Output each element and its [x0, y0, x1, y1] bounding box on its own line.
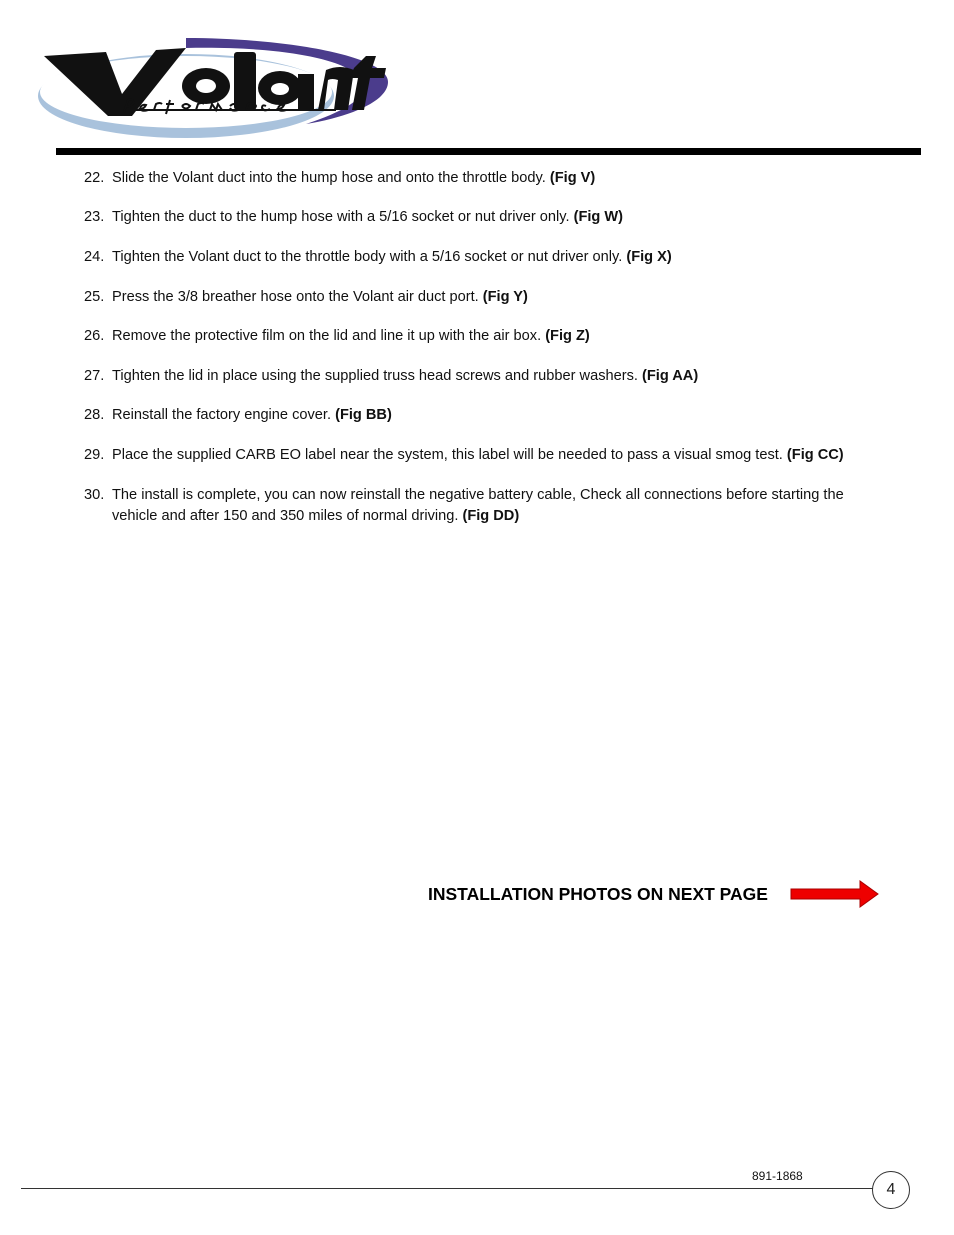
step-29: [84, 445, 884, 466]
step-number: 23.: [84, 209, 105, 225]
step-25: [84, 287, 884, 308]
step-26: [84, 326, 884, 347]
step-number: 25.: [84, 289, 105, 305]
step-text: Reinstall the factory engine cover.: [112, 407, 332, 423]
step-30: [84, 485, 884, 527]
page-number: 4: [872, 1171, 910, 1209]
logo-graphic: [36, 34, 396, 142]
step-text: Tighten the lid in place using the supplied truss head screws and rubber washers.: [112, 368, 638, 384]
step-28: [84, 405, 884, 426]
figure-reference: (Fig Y): [482, 289, 528, 305]
step-text: Remove the protective film on the lid and line it up with the air box.: [112, 328, 542, 344]
document-number: 891-1868: [752, 1169, 803, 1183]
next-page-label: INSTALLATION PHOTOS ON NEXT PAGE: [428, 883, 768, 904]
step-text: Tighten the duct to the hump hose with a 5/16 socket or nut driver only.: [112, 209, 570, 225]
figure-reference: (Fig Z): [545, 328, 590, 344]
step-number: 28.: [84, 407, 105, 423]
step-22: [84, 168, 884, 189]
step-number: 30.: [84, 487, 105, 503]
step-number: 27.: [84, 368, 105, 384]
right-arrow-icon: [790, 880, 880, 908]
step-27: [84, 366, 884, 387]
figure-reference: (Fig BB): [335, 407, 392, 423]
figure-reference: (Fig V): [549, 170, 596, 186]
step-number: 29.: [84, 447, 105, 463]
step-text: The install is complete, you can now reinstall the negative battery cable, Check all connections before starting the vehicle and after 150 and 350 miles of normal driving.: [112, 487, 844, 524]
footer-divider: [21, 1188, 873, 1189]
header-divider: [56, 148, 921, 155]
figure-reference: (Fig DD): [462, 508, 520, 524]
figure-reference: (Fig AA): [642, 368, 699, 384]
step-text: Press the 3/8 breather hose onto the Volant air duct port.: [112, 289, 479, 305]
next-page-callout: [428, 880, 768, 908]
figure-reference: (Fig W): [573, 209, 624, 225]
step-number: 26.: [84, 328, 105, 344]
step-23: [84, 207, 884, 228]
figure-reference: (Fig CC): [786, 447, 844, 463]
step-number: 24.: [84, 249, 105, 265]
step-text: Slide the Volant duct into the hump hose and onto the throttle body.: [112, 170, 546, 186]
step-text: Place the supplied CARB EO label near the system, this label will be needed to pass a visual smog test.: [112, 447, 783, 463]
volant-performance-logo: [36, 34, 396, 142]
figure-reference: (Fig X): [626, 249, 672, 265]
step-24: [84, 247, 884, 268]
step-number: 22.: [84, 170, 105, 186]
step-text: Tighten the Volant duct to the throttle body with a 5/16 socket or nut driver only.: [112, 249, 623, 265]
